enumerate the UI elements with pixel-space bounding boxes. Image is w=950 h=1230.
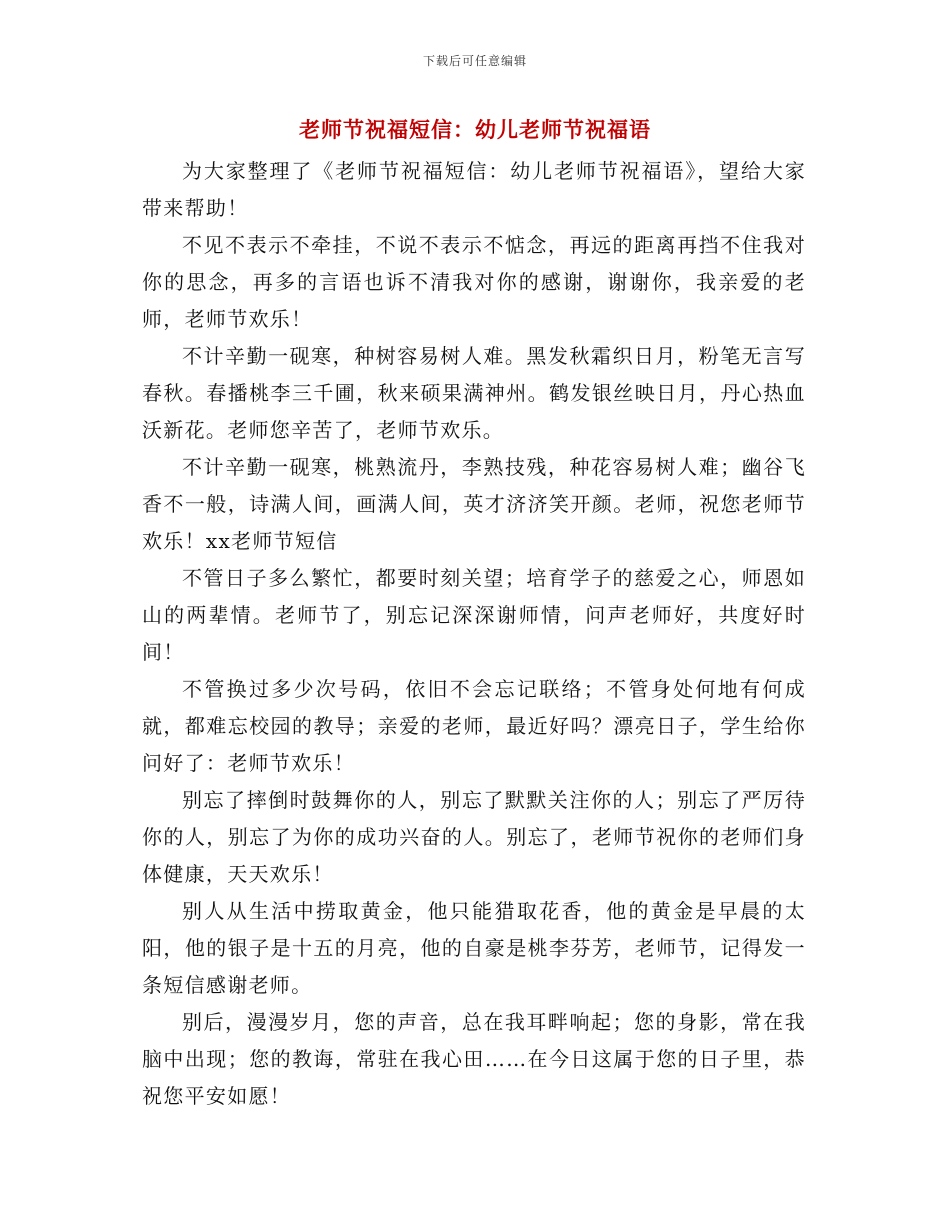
paragraph: 为大家整理了《老师节祝福短信：幼儿老师节祝福语》，望给大家带来帮助！ <box>142 159 806 220</box>
paragraph: 不见不表示不牵挂，不说不表示不惦念，再远的距离再挡不住我对你的思念，再多的言语也诉不清我对你的感谢，谢谢你，我亲爱的老师，老师节欢乐！ <box>142 233 806 331</box>
paragraph: 不计辛勤一砚寒，桃熟流丹，李熟技残，种花容易树人难；幽谷飞香不一般，诗满人间，画满人间，英才济济笑开颜。老师，祝您老师节欢乐！xx老师节短信 <box>142 455 806 553</box>
paragraph: 别后，漫漫岁月，您的声音，总在我耳畔响起；您的身影，常在我脑中出现；您的教诲，常驻在我心田……在今日这属于您的日子里，恭祝您平安如愿！ <box>142 1010 806 1108</box>
paragraph: 不管日子多么繁忙，都要时刻关望；培育学子的慈爱之心，师恩如山的两辈情。老师节了，别忘记深深谢师情，问声老师好，共度好时间！ <box>142 566 806 664</box>
paragraph: 别人从生活中捞取黄金，他只能猎取花香，他的黄金是早晨的太阳，他的银子是十五的月亮，他的自豪是桃李芬芳，老师节，记得发一条短信感谢老师。 <box>142 899 806 997</box>
paragraph: 不计辛勤一砚寒，种树容易树人难。黑发秋霜织日月，粉笔无言写春秋。春播桃李三千圃，秋来硕果满神州。鹤发银丝映日月，丹心热血沃新花。老师您辛苦了，老师节欢乐。 <box>142 344 806 442</box>
paragraph: 不管换过多少次号码，依旧不会忘记联络；不管身处何地有何成就，都难忘校园的教导；亲爱的老师，最近好吗？漂亮日子，学生给你问好了：老师节欢乐！ <box>142 677 806 775</box>
document-title: 老师节祝福短信：幼儿老师节祝福语 <box>299 117 651 142</box>
paragraph: 别忘了摔倒时鼓舞你的人，别忘了默默关注你的人；别忘了严厉待你的人，别忘了为你的成功兴奋的人。别忘了，老师节祝你的老师们身体健康，天天欢乐！ <box>142 788 806 886</box>
document-body <box>142 153 806 1115</box>
page-header: 下载后可任意编辑 <box>422 54 527 68</box>
